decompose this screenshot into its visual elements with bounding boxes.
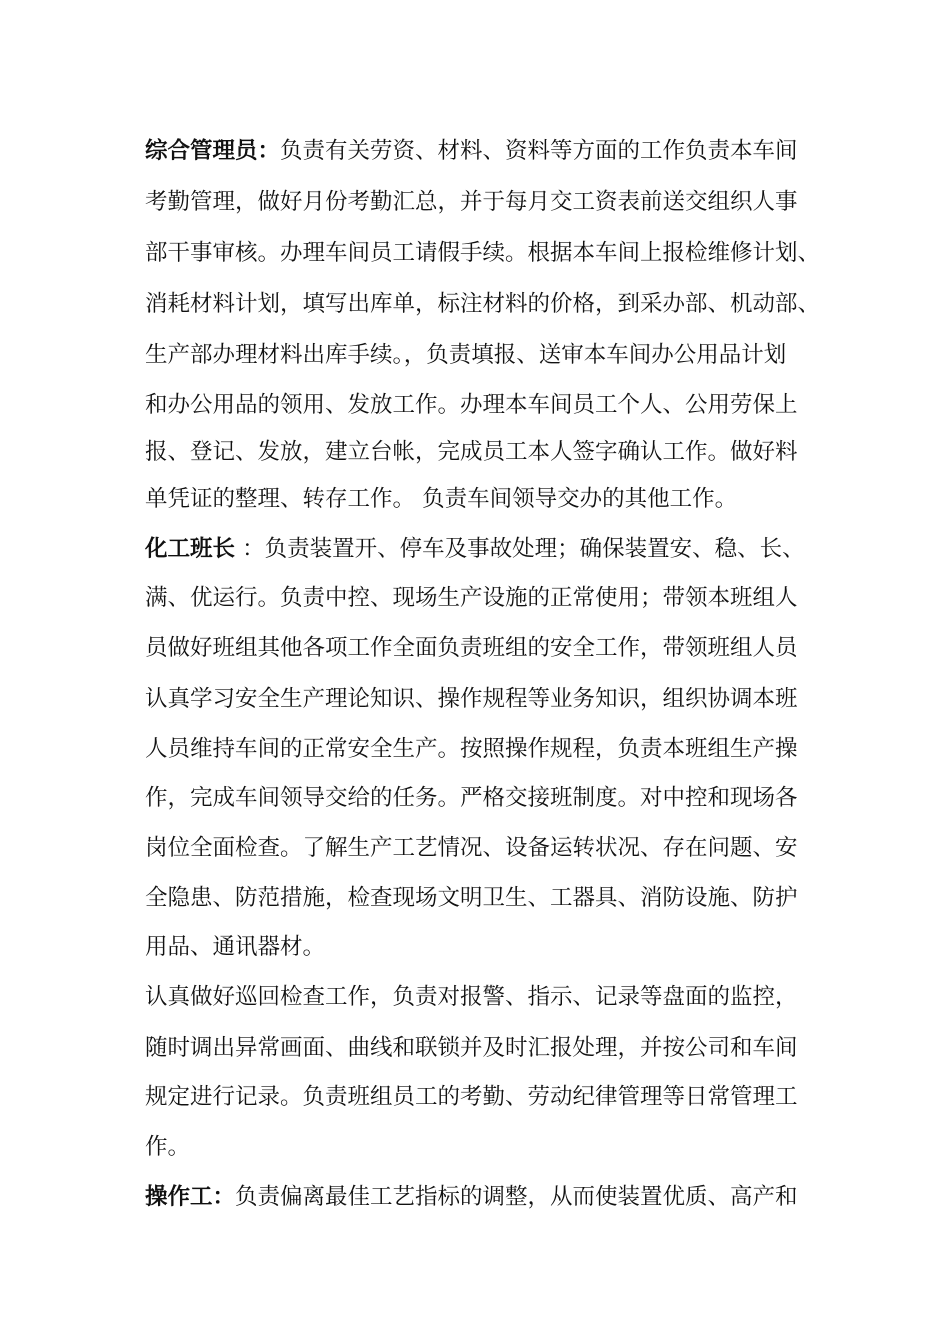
text-line — [145, 187, 798, 217]
text-line — [145, 390, 798, 420]
text-line — [145, 833, 798, 863]
line-text: ：负责装置开、停车及事故处理；确保装置安、稳、长、 — [235, 536, 805, 562]
text-line — [145, 340, 786, 370]
line-text: 认真做好巡回检查工作，负责对报警、指示、记录等盘面的监控， — [145, 984, 798, 1010]
line-text: 作，完成车间领导交给的任务。严格交接班制度。对中控和现场各 — [145, 785, 798, 811]
line-text: 满、优运行。负责中控、现场生产设施的正常使用；带领本班组人 — [145, 585, 798, 611]
line-text: 和办公用品的领用、发放工作。办理本车间员工个人、公用劳保上 — [145, 392, 798, 418]
section-heading: 综合管理员： — [145, 138, 281, 164]
section-heading: 化工班长 — [145, 536, 236, 562]
line-text: 负责有关劳资、材料、资料等方面的工作负责本车间 — [280, 138, 798, 164]
text-line — [145, 684, 798, 714]
line-text: 人员维持车间的正常安全生产。按照操作规程，负责本班组生产操 — [145, 736, 798, 762]
text-line — [145, 1082, 798, 1112]
line-text: 负责偏离最佳工艺指标的调整，从而使装置优质、高产和 — [235, 1184, 798, 1210]
text-line — [145, 583, 798, 613]
text-line — [145, 1132, 190, 1162]
line-text: 员做好班组其他各项工作全面负责班组的安全工作，带领班组人员 — [145, 635, 798, 661]
text-line — [145, 289, 820, 319]
line-text: 规定进行记录。负责班组员工的考勤、劳动纪律管理等日常管理工 — [145, 1084, 798, 1110]
line-text: 考勤管理，做好月份考勤汇总，并于每月交工资表前送交组织人事 — [145, 189, 798, 215]
line-text: 单凭证的整理、转存工作。 负责车间领导交办的其他工作。 — [145, 486, 738, 512]
text-line — [145, 783, 798, 813]
text-line — [145, 883, 798, 913]
text-line — [145, 238, 820, 268]
line-text: 消耗材料计划，填写出库单，标注材料的价格，到采办部、机动部、 — [145, 291, 821, 317]
section-heading: 操作工： — [145, 1184, 236, 1210]
line-text: 岗位全面检查。了解生产工艺情况、设备运转状况、存在问题、安 — [145, 835, 798, 861]
line-text: 全隐患、防范措施，检查现场文明卫生、工器具、消防设施、防护 — [145, 885, 798, 911]
line-text: 认真学习安全生产理论知识、操作规程等业务知识，组织协调本班 — [145, 686, 798, 712]
text-line — [145, 437, 798, 467]
text-line — [145, 734, 798, 764]
text-line — [145, 633, 798, 663]
line-text: 作。 — [145, 1134, 191, 1160]
line-text: 部干事审核。办理车间员工请假手续。根据本车间上报检维修计划、 — [145, 240, 821, 266]
text-line — [145, 1182, 798, 1212]
text-line — [145, 982, 798, 1012]
line-text: 用品、通讯器材。 — [145, 934, 326, 960]
line-text: 报、登记、发放，建立台帐，完成员工本人签字确认工作。做好料 — [145, 439, 798, 465]
text-line — [145, 484, 737, 514]
text-line — [145, 136, 798, 166]
text-line — [145, 1033, 798, 1063]
line-text: 生产部办理材料出库手续。，负责填报、送审本车间办公用品计划 — [145, 342, 787, 368]
text-line — [145, 534, 805, 564]
text-line — [145, 932, 325, 962]
line-text: 随时调出异常画面、曲线和联锁并及时汇报处理，并按公司和车间 — [145, 1035, 798, 1061]
